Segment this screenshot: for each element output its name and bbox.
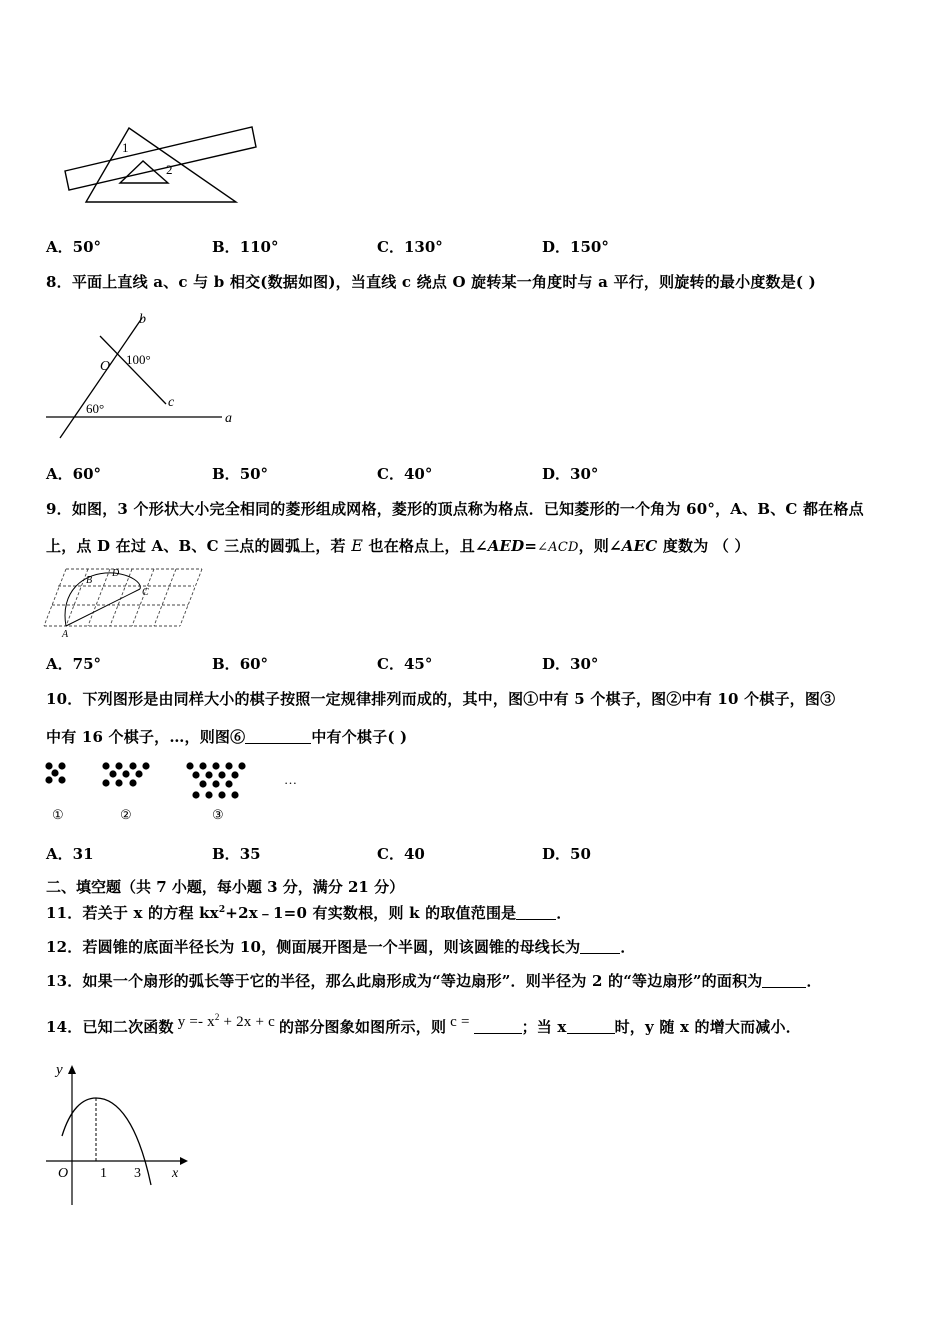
q14-blank-x[interactable] [567, 1019, 615, 1034]
x-axis-arrow [180, 1157, 188, 1165]
q8-stem: 8．平面上直线 a、c 与 b 相交(数据如图)，当直线 c 绕点 O 旋转某一角度时与 a 平行，则旋转的最小度数是( ) [46, 273, 816, 291]
q8-figure [42, 308, 242, 440]
q9-label-C: C [142, 587, 149, 598]
q8-label-100: 100° [126, 352, 151, 367]
q9-figure [42, 563, 207, 639]
q7-option-c[interactable]: C．130° [377, 238, 443, 256]
q8-option-a[interactable]: A．60° [46, 465, 102, 483]
big-triangle [86, 128, 236, 202]
y-axis-arrow [68, 1065, 76, 1074]
section-2-heading: 二、填空题（共 7 小题，每小题 3 分，满分 21 分） [46, 878, 405, 896]
q13: 13．如果一个扇形的弧长等于它的半径，那么此扇形成为“等边扇形”．则半径为 2 的“等边扇形”的面积为 ． [46, 972, 822, 990]
q14-label-3: 3 [134, 1166, 141, 1181]
q10-label-2: ② [120, 808, 132, 823]
q13-blank[interactable] [762, 973, 806, 988]
q10-ellipsis: … [284, 772, 297, 787]
q9-option-d[interactable]: D．30° [542, 655, 599, 673]
q11: 11．若关于 x 的方程 $kx^2+2x﹣1=0$ 有实数根，则 k 的取值范围是 ． [46, 904, 572, 922]
small-triangle [120, 161, 168, 183]
q11-blank[interactable] [516, 905, 556, 920]
q8-option-c[interactable]: C．40° [377, 465, 433, 483]
q9-chord [66, 589, 140, 626]
q9-option-a[interactable]: A．75° [46, 655, 102, 673]
q7-label-1: 1 [122, 140, 129, 155]
q10-figure [40, 758, 310, 804]
q10-option-c[interactable]: C．40 [377, 845, 425, 863]
q9-line1: 9．如图，3 个形状大小完全相同的菱形组成网格，菱形的顶点称为格点．已知菱形的一个角为 60°，A、B、C 都在格点 [46, 500, 864, 518]
q7-label-2: 2 [166, 162, 173, 177]
q9-line2: 上，点 D 在过 A、B、C 三点的圆弧上，若 E 也在格点上，且∠AED=∠ACD，则∠AEC 度数为 （ ） [46, 536, 750, 555]
q8-option-d[interactable]: D．30° [542, 465, 599, 483]
ruler-strip [65, 127, 256, 190]
q9-option-b[interactable]: B．60° [212, 655, 269, 673]
q14-label-x: x [172, 1166, 179, 1181]
q9-label-A: A [62, 629, 69, 639]
q8-option-b[interactable]: B．50° [212, 465, 269, 483]
q14-blank-c[interactable] [474, 1019, 522, 1034]
q9-option-c[interactable]: C．45° [377, 655, 433, 673]
q14-graph [42, 1060, 192, 1208]
q7-option-a[interactable]: A．50° [46, 238, 102, 256]
q7-option-b[interactable]: B．110° [212, 238, 279, 256]
line-b [60, 318, 142, 438]
q14-label-O: O [58, 1166, 69, 1181]
q10-option-a[interactable]: A．31 [46, 845, 94, 863]
q8-label-a: a [225, 411, 232, 426]
q8-label-b: b [139, 312, 146, 327]
q10-pattern-2 [102, 762, 149, 786]
q7-figure [60, 124, 260, 216]
q7-option-d[interactable]: D．150° [542, 238, 609, 256]
q8-label-60: 60° [86, 401, 105, 416]
q10-label-3: ③ [212, 808, 224, 823]
q10-line1: 10．下列图形是由同样大小的棋子按照一定规律排列而成的，其中，图①中有 5 个棋子，图②中有 10 个棋子，图③ [46, 690, 836, 708]
q14: 14．已知二次函数 $y =- x^2 + 2x + c$ 的部分图象如图所示，则 c = ；当 x 时，y 随 x 的增大而减小． [46, 1012, 801, 1036]
q10-pattern-3 [186, 762, 245, 798]
q8-label-c: c [168, 395, 175, 410]
q10-option-b[interactable]: B．35 [212, 845, 261, 863]
q10-pattern-1 [45, 762, 65, 783]
q8-label-O: O [100, 359, 111, 374]
q9-label-B: B [86, 575, 93, 586]
q10-blank[interactable] [245, 729, 311, 744]
q10-option-d[interactable]: D．50 [542, 845, 591, 863]
q14-label-y: y [56, 1062, 63, 1078]
q12: 12．若圆锥的底面半径长为 10，侧面展开图是一个半圆，则该圆锥的母线长为 ． [46, 938, 636, 956]
q9-label-D: D [112, 568, 120, 579]
q10-label-1: ① [52, 808, 64, 823]
q10-line2: 中有 16 个棋子，…，则图⑥ 中有个棋子( ) [46, 728, 408, 746]
q14-label-1: 1 [100, 1166, 107, 1181]
q12-blank[interactable] [580, 939, 620, 954]
